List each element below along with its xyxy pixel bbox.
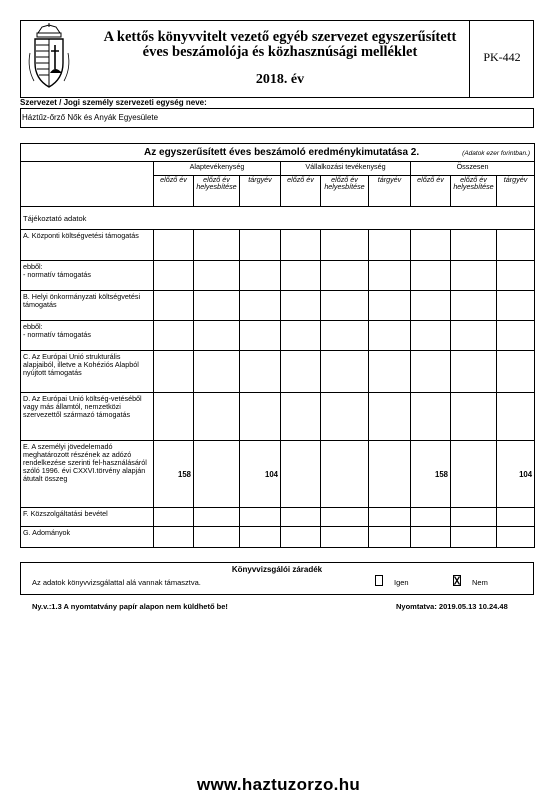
column-header: előző év helyesbítése bbox=[194, 176, 240, 207]
row-label: ebből: - normatív támogatás bbox=[21, 321, 154, 351]
audit-yes-checkbox[interactable] bbox=[375, 575, 383, 586]
value-cell bbox=[369, 441, 411, 508]
value-cell bbox=[411, 261, 451, 291]
value-cell bbox=[369, 393, 411, 441]
label-column-header bbox=[21, 162, 154, 207]
value-cell bbox=[281, 351, 321, 393]
organization-name: Háztűz-őrző Nők és Anyák Egyesülete bbox=[22, 113, 159, 122]
row-label: A. Központi költségvetési támogatás bbox=[21, 230, 154, 261]
organization-label: Szervezet / Jogi személy szervezeti egység neve: bbox=[20, 98, 207, 107]
value-cell: 158 bbox=[154, 441, 194, 508]
value-cell bbox=[321, 261, 369, 291]
group-header: Összesen bbox=[411, 162, 535, 176]
value-cell bbox=[194, 441, 240, 508]
audit-no-label: Nem bbox=[472, 578, 488, 587]
value-cell: 158 bbox=[411, 441, 451, 508]
value-cell bbox=[240, 393, 281, 441]
value-cell bbox=[194, 527, 240, 548]
column-header: előző év helyesbítése bbox=[321, 176, 369, 207]
data-rows bbox=[21, 230, 535, 548]
value-cell bbox=[369, 351, 411, 393]
value-cell bbox=[411, 230, 451, 261]
value-cell bbox=[194, 321, 240, 351]
value-cell bbox=[240, 321, 281, 351]
value-cell bbox=[497, 351, 535, 393]
value-cell bbox=[451, 351, 497, 393]
value-cell bbox=[497, 393, 535, 441]
value-cell bbox=[194, 261, 240, 291]
footer-version-note: Ny.v.:1.3 A nyomtatvány papír alapon nem küldhető be! bbox=[32, 602, 228, 611]
value-cell bbox=[281, 527, 321, 548]
form-code: PK-442 bbox=[483, 50, 521, 64]
value-cell bbox=[451, 441, 497, 508]
row-label: B. Helyi önkormányzati költségvetési támogatás bbox=[21, 291, 154, 321]
value-cell bbox=[321, 291, 369, 321]
audit-text: Az adatok könyvvizsgálattal alá vannak támasztva. bbox=[32, 578, 201, 587]
value-cell bbox=[281, 321, 321, 351]
value-cell bbox=[194, 508, 240, 527]
row-label: C. Az Európai Unió strukturális alapjaiból, illetve a Kohéziós Alapból nyújtott támogatás bbox=[21, 351, 154, 393]
table-caption bbox=[21, 144, 535, 162]
column-header: előző év helyesbítése bbox=[451, 176, 497, 207]
value-cell bbox=[321, 321, 369, 351]
table-row bbox=[21, 261, 535, 291]
form-title: A kettős könyvvitelt vezető egyéb szervezet egyszerűsített éves beszámolója és közhasznúsági melléklet bbox=[103, 29, 457, 60]
column-header: előző év bbox=[281, 176, 321, 207]
value-cell bbox=[281, 508, 321, 527]
value-cell bbox=[281, 441, 321, 508]
table-row bbox=[21, 291, 535, 321]
value-cell bbox=[281, 393, 321, 441]
table-row bbox=[21, 230, 535, 261]
value-cell bbox=[411, 508, 451, 527]
value-cell bbox=[240, 351, 281, 393]
value-cell bbox=[194, 230, 240, 261]
value-cell bbox=[154, 261, 194, 291]
value-cell bbox=[451, 230, 497, 261]
column-header: tárgyév bbox=[497, 176, 535, 207]
value-cell bbox=[451, 527, 497, 548]
audit-title: Könyvvizsgálói záradék bbox=[231, 565, 323, 574]
value-cell bbox=[411, 351, 451, 393]
column-header: előző év bbox=[154, 176, 194, 207]
table-row bbox=[21, 441, 535, 508]
unit-note: (Adatok ezer forintban.) bbox=[462, 150, 531, 157]
value-cell bbox=[321, 508, 369, 527]
table-row bbox=[21, 321, 535, 351]
value-cell bbox=[497, 230, 535, 261]
form-year: 2018. év bbox=[255, 72, 305, 87]
hungarian-coat-of-arms-icon bbox=[24, 23, 74, 93]
table-row bbox=[21, 508, 535, 527]
value-cell bbox=[240, 291, 281, 321]
value-cell bbox=[321, 393, 369, 441]
footer-print-date: Nyomtatva: 2019.05.13 10.24.48 bbox=[396, 602, 508, 611]
row-label: D. Az Európai Unió költség-vetéséből vagy más államtól, nemzetközi szervezettől származó támogatás bbox=[21, 393, 154, 441]
row-label: G. Adományok bbox=[21, 527, 154, 548]
value-cell bbox=[497, 291, 535, 321]
audit-yes-label: Igen bbox=[394, 578, 409, 587]
value-cell bbox=[194, 291, 240, 321]
value-cell bbox=[497, 261, 535, 291]
row-label: F. Közszolgáltatási bevétel bbox=[21, 508, 154, 527]
value-cell bbox=[369, 261, 411, 291]
value-cell bbox=[369, 527, 411, 548]
value-cell bbox=[411, 291, 451, 321]
website-watermark: www.haztuzorzo.hu bbox=[196, 775, 361, 794]
value-cell bbox=[240, 508, 281, 527]
value-cell: 104 bbox=[497, 441, 535, 508]
value-cell bbox=[411, 527, 451, 548]
value-cell bbox=[497, 508, 535, 527]
value-cell bbox=[154, 321, 194, 351]
value-cell bbox=[240, 230, 281, 261]
value-cell bbox=[497, 321, 535, 351]
value-cell bbox=[411, 321, 451, 351]
column-header: tárgyév bbox=[240, 176, 281, 207]
table-row bbox=[21, 393, 535, 441]
value-cell bbox=[451, 291, 497, 321]
value-cell bbox=[451, 393, 497, 441]
value-cell bbox=[240, 527, 281, 548]
value-cell bbox=[451, 261, 497, 291]
row-label: E. A személyi jövedelemadó meghatározott részének az adózó rendelkezése szerinti fel-használásáról szóló 1996. évi CXXVI.törvény alapján átutalt összeg bbox=[21, 441, 154, 508]
column-header: tárgyév bbox=[369, 176, 411, 207]
income-statement-table bbox=[20, 143, 535, 548]
value-cell bbox=[451, 508, 497, 527]
group-header: Vállalkozási tevékenység bbox=[281, 162, 411, 176]
value-cell bbox=[497, 527, 535, 548]
section-label: Tájékoztató adatok bbox=[21, 207, 535, 230]
checkmark-x-icon bbox=[454, 576, 460, 585]
value-cell bbox=[321, 230, 369, 261]
value-cell bbox=[369, 230, 411, 261]
value-cell bbox=[411, 393, 451, 441]
value-cell bbox=[321, 351, 369, 393]
value-cell bbox=[154, 351, 194, 393]
table-row bbox=[21, 527, 535, 548]
report-title: Az egyszerűsített éves beszámoló eredménykimutatása 2. bbox=[144, 147, 420, 158]
value-cell bbox=[369, 291, 411, 321]
value-cell bbox=[240, 261, 281, 291]
value-cell bbox=[281, 291, 321, 321]
value-cell bbox=[281, 261, 321, 291]
value-cell bbox=[154, 527, 194, 548]
row-label: ebből: - normatív támogatás bbox=[21, 261, 154, 291]
value-cell bbox=[154, 393, 194, 441]
value-cell bbox=[194, 393, 240, 441]
group-header: Alaptevékenység bbox=[154, 162, 281, 176]
value-cell bbox=[154, 508, 194, 527]
value-cell bbox=[281, 230, 321, 261]
column-header: előző év bbox=[411, 176, 451, 207]
value-cell bbox=[369, 508, 411, 527]
value-cell bbox=[369, 321, 411, 351]
audit-no-checkbox[interactable] bbox=[453, 575, 461, 586]
value-cell bbox=[194, 351, 240, 393]
table-row bbox=[21, 351, 535, 393]
value-cell bbox=[154, 230, 194, 261]
value-cell: 104 bbox=[240, 441, 281, 508]
value-cell bbox=[451, 321, 497, 351]
value-cell bbox=[321, 527, 369, 548]
value-cell bbox=[321, 441, 369, 508]
value-cell bbox=[154, 291, 194, 321]
